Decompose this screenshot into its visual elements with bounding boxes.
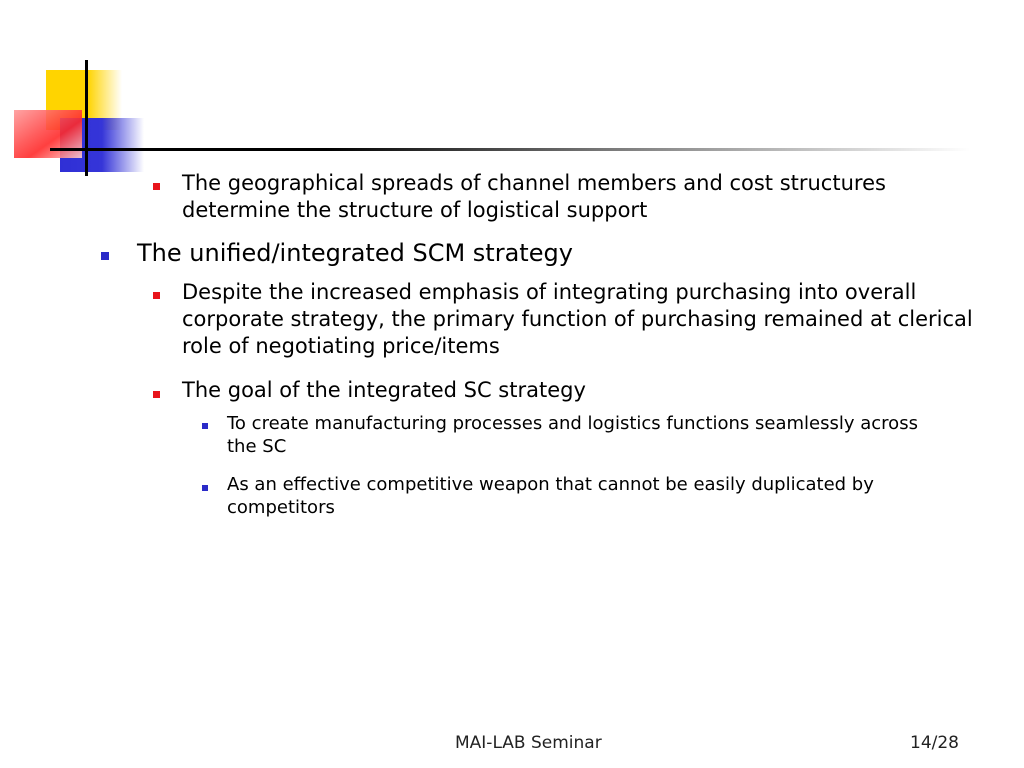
bullet-square-icon (153, 183, 160, 190)
bullet-item-level3: As an effective competitive weapon that cannot be easily duplicated by competitors (227, 474, 874, 519)
footer-title: MAI-LAB Seminar (455, 733, 602, 753)
bullet-square-icon (153, 292, 160, 299)
bullet-item-level2: The goal of the integrated SC strategy (182, 378, 586, 402)
bullet-square-icon (202, 485, 208, 491)
bullet-item-level1: The unified/integrated SCM strategy (137, 239, 573, 267)
page-number: 14/28 (910, 733, 959, 753)
bullet-square-icon (153, 391, 160, 398)
bullet-square-icon (101, 252, 109, 260)
header-divider-line (50, 148, 970, 151)
bullet-item-level2: Despite the increased emphasis of integrating purchasing into overall corporate strategy, the primary function of purchasing remained at clerical role of negotiating price/items (182, 280, 973, 358)
logo-vertical-line (85, 60, 88, 176)
bullet-square-icon (202, 423, 208, 429)
bullet-item-level3: To create manufacturing processes and logistics functions seamlessly across the SC (227, 413, 918, 458)
bullet-item-level2: The geographical spreads of channel members and cost structures determine the structure of logistical support (182, 171, 886, 222)
